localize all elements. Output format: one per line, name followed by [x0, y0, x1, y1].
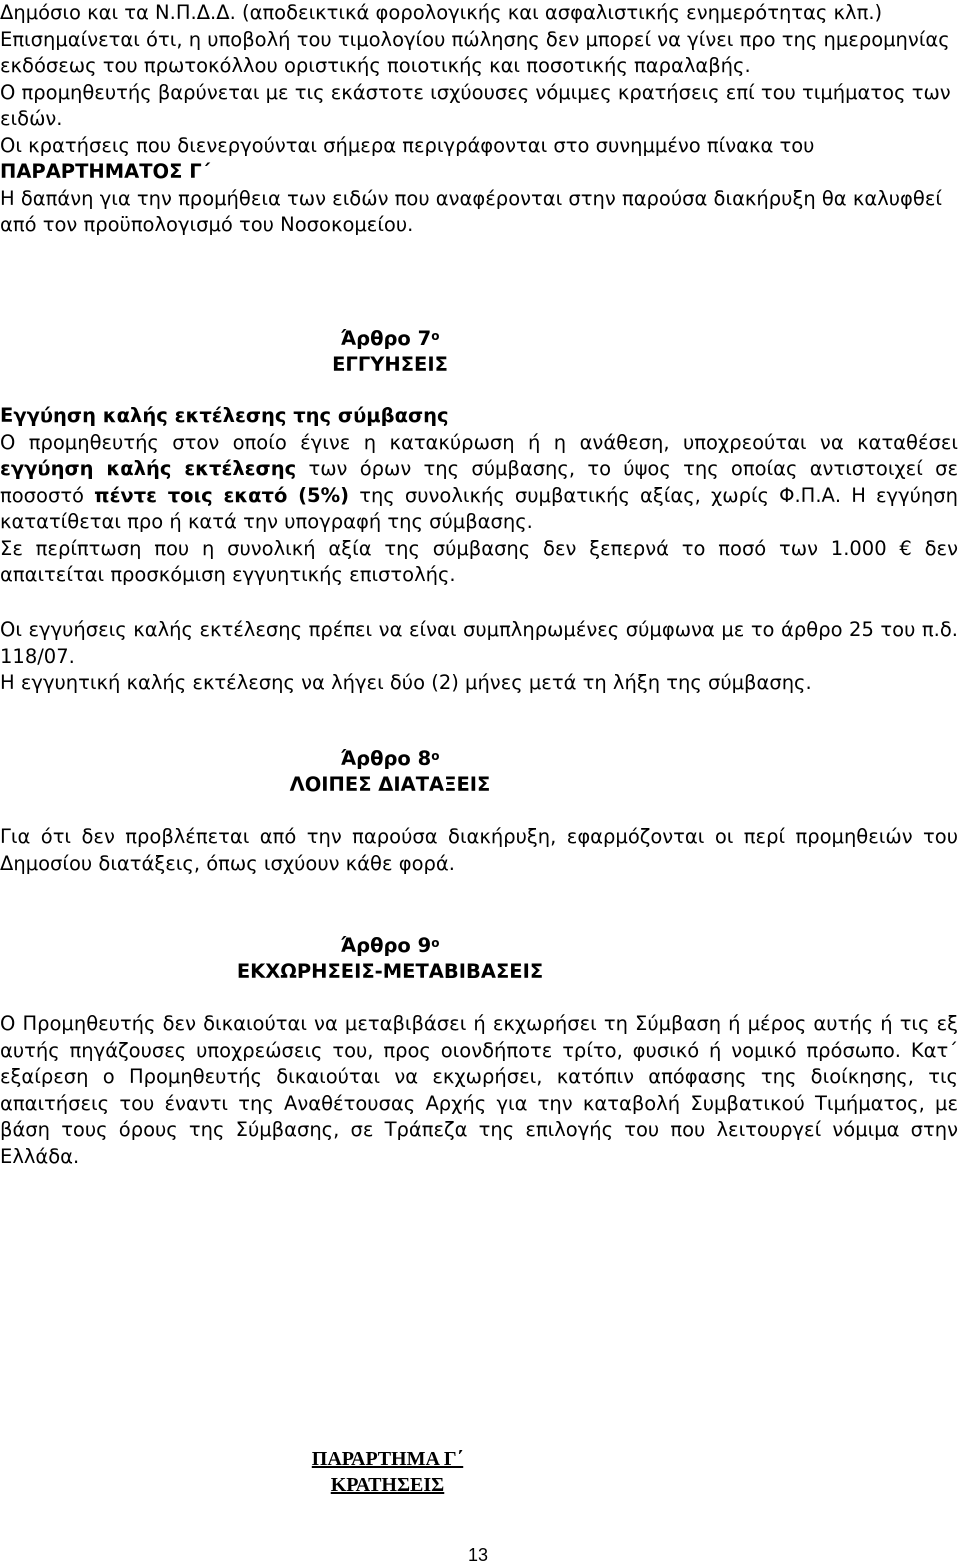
annex-subtitle: ΚΡΑΤΗΣΕΙΣ	[330, 1474, 445, 1496]
article-7-p1-percentage: πέντε τοις εκατό (5%)	[94, 483, 350, 507]
article-7-subtitle: ΕΓΓΥΗΣΕΙΣ	[332, 353, 448, 376]
article-7-title-text: Άρθρο 7	[340, 327, 432, 350]
intro-line-1: Δημόσιο και τα Ν.Π.Δ.Δ. (αποδεικτικά φορολογικής και ασφαλιστικής ενημερότητας κλπ.)	[0, 1, 883, 24]
article-7-p1-c: των όρων της σύμβασης, το ύψος της οποίας αντιστοιχεί σε ποσοστό	[0, 457, 959, 507]
article-7-p1-a: Ο προμηθευτής στον οποίο έγινε η κατακύρωση ή η ανάθεση, υποχρεούται να καταθέσει	[0, 430, 958, 454]
article-9-title-text: Άρθρο 9	[340, 934, 432, 957]
article-7-title	[0, 326, 780, 352]
article-8-title-text: Άρθρο 8	[340, 747, 432, 770]
page-number-text: 13	[467, 1545, 489, 1565]
article-9-title-sup: ο	[431, 936, 440, 950]
annex-title: ΠΑΡΑΡΤΗΜΑ Γ΄	[311, 1448, 464, 1470]
article-7-p1-e: της συνολικής συμβατικής αξίας, χωρίς Φ.Π.Α. Η εγγύηση κατατίθεται προ ή κατά την υπογραφή της σύμβασης.	[0, 483, 958, 533]
article-8-body: Για ότι δεν προβλέπεται από την παρούσα διακήρυξη, εφαρμόζονται οι περί προμηθειών του Δημοσίου διατάξεις, όπως ισχύουν κάθε φορά.	[0, 825, 958, 875]
article-7-p1-guarantee: εγγύηση καλής εκτέλεσης	[0, 457, 297, 480]
article-9-subtitle: ΕΚΧΩΡΗΣΕΙΣ-ΜΕΤΑΒΙΒΑΣΕΙΣ	[236, 960, 544, 983]
article-7-title-sup: ο	[431, 329, 440, 343]
intro-line-4: Οι κρατήσεις που διενεργούνται σήμερα περιγράφονται στο συνημμένο πίνακα του	[0, 133, 815, 157]
intro-annex-reference: ΠΑΡΑΡΤΗΜΑΤΟΣ Γ΄	[0, 160, 211, 183]
intro-line-2: Επισημαίνεται ότι, η υποβολή του τιμολογίου πώλησης δεν μπορεί να γίνει προ της ημερομηνίας εκδόσεως του πρωτοκόλλου οριστικής ποιοτικής και ποσοτικής παραλαβής.	[0, 27, 950, 77]
intro-paragraph	[0, 0, 958, 239]
article-8-subtitle-text: ΛΟΙΠΕΣ ΔΙΑΤΑΞΕΙΣ	[289, 773, 491, 796]
article-8-title-sup: ο	[431, 749, 440, 763]
article-8-title	[0, 746, 780, 772]
article-8-subtitle	[0, 772, 780, 798]
intro-line-3: Ο προμηθευτής βαρύνεται με τις εκάστοτε ισχύουσες νόμιμες κρατήσεις επί του τιμήματος των ειδών.	[0, 80, 951, 130]
article-7-section-heading: Εγγύηση καλής εκτέλεσης της σύμβασης	[0, 404, 449, 427]
intro-line-5: Η δαπάνη για την προμήθεια των ειδών που αναφέρονται στην παρούσα διακήρυξη θα καλυφθεί από τον προϋπολογισμό του Νοσοκομείου.	[0, 186, 942, 236]
article-7-body-2	[0, 617, 958, 697]
page-number	[0, 1545, 960, 1565]
article-7-body	[0, 403, 958, 589]
article-9-title	[0, 933, 780, 959]
article-7-p4: Η εγγυητική καλής εκτέλεσης να λήγει δύο (2) μήνες μετά τη λήξη της σύμβασης.	[0, 671, 812, 694]
article-7-p3: Οι εγγυήσεις καλής εκτέλεσης πρέπει να είναι συμπληρωμένες σύμφωνα με το άρθρο 25 του π.δ. 118/07.	[0, 618, 958, 668]
article-7-p2: Σε περίπτωση που η συνολική αξία της σύμβασης δεν ξεπερνά το ποσό των 1.000 € δεν απαιτείται προσκόμιση εγγυητικής επιστολής.	[0, 536, 958, 586]
article-9-body: Ο Προμηθευτής δεν δικαιούται να μεταβιβάσει ή εκχωρήσει τη Σύμβαση ή μέρος αυτής ή τις εξ αυτής πηγάζουσες υποχρεώσεις του, προς οιονδήποτε τρίτο, φυσικό ή νομικό πρόσωπο. Κατ΄ εξαίρεση ο Προμηθευτής δικαιούται να εκχωρήσει, κατόπιν απόφασης της διοίκησης, τις απαιτήσεις του έναντι της Αναθέτουσας Αρχής για την καταβολή Συμβατικού Τιμήματος, με βάση τους όρους της Σύμβασης, σε Τράπεζα της επιλογής του που λειτουργεί νόμιμα στην Ελλάδα.	[0, 1012, 958, 1168]
